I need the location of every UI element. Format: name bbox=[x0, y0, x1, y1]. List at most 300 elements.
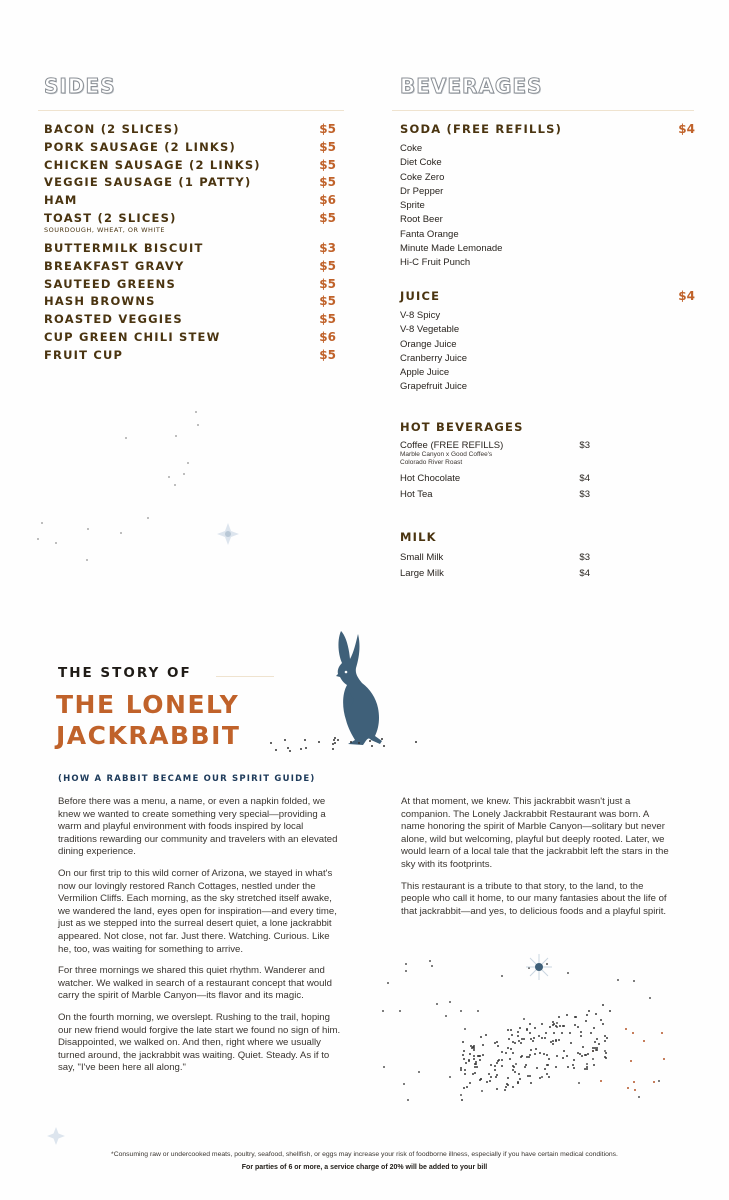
decorative-dot bbox=[147, 517, 149, 519]
decorative-dot bbox=[643, 1040, 645, 1042]
story-paragraph-5: At that moment, we knew. This jackrabbit wasn't just a companion. The Lonely Jackrabbit Restaurant was born. A name honoring the spirit of Marble Canyon—solitary but never alone, wild but welcoming, playful but deeply rooted. Later, we would learn of a local tale that the jackrabbit left the stars in the sky with its footprints. bbox=[401, 796, 669, 870]
decorative-dot bbox=[466, 1086, 468, 1088]
coffee-name: Coffee (FREE REFILLS) bbox=[400, 440, 504, 451]
decorative-dot bbox=[530, 1082, 532, 1084]
decorative-dot bbox=[535, 1048, 537, 1050]
decorative-dot bbox=[490, 1064, 492, 1066]
side-item-name: CUP GREEN CHILI STEW bbox=[44, 329, 221, 344]
hot-items bbox=[400, 471, 590, 503]
decorative-dot bbox=[517, 1081, 519, 1083]
decorative-dot bbox=[569, 1032, 571, 1034]
decorative-dot bbox=[87, 528, 89, 530]
juice-item: Grapefruit Juice bbox=[400, 381, 468, 393]
decorative-dot bbox=[579, 1053, 581, 1055]
decorative-dot bbox=[556, 1055, 558, 1057]
decorative-dot bbox=[587, 1053, 589, 1055]
milk-item-name: Small Milk bbox=[400, 552, 444, 563]
decorative-dot bbox=[529, 1054, 531, 1056]
decorative-dot bbox=[55, 542, 57, 544]
decorative-dot bbox=[512, 1069, 514, 1071]
decorative-dot bbox=[573, 1059, 575, 1061]
decorative-dot bbox=[383, 1066, 385, 1068]
decorative-dot bbox=[472, 1073, 474, 1075]
decorative-dot bbox=[474, 1072, 476, 1074]
decorative-dot bbox=[538, 1035, 540, 1037]
decorative-dot bbox=[558, 1016, 560, 1018]
side-item-row bbox=[44, 330, 336, 348]
decorative-dot bbox=[546, 1054, 548, 1056]
decorative-dot bbox=[518, 1073, 520, 1075]
side-item-price: $5 bbox=[319, 175, 336, 190]
hot-item-price: $3 bbox=[579, 489, 590, 500]
soda-item: Coke Zero bbox=[400, 171, 445, 183]
decorative-dot bbox=[488, 1073, 490, 1075]
decorative-dot bbox=[649, 997, 651, 999]
decorative-dot bbox=[548, 1058, 550, 1060]
decorative-dot bbox=[529, 1023, 531, 1025]
decorative-dot bbox=[501, 1059, 503, 1061]
decorative-dot bbox=[525, 1064, 527, 1066]
decorative-dot bbox=[449, 1076, 451, 1078]
decorative-dot bbox=[473, 1047, 475, 1049]
decorative-dot bbox=[505, 1052, 507, 1054]
hot-item-row bbox=[400, 487, 590, 503]
decorative-dot bbox=[520, 1056, 522, 1058]
side-item bbox=[44, 122, 180, 136]
decorative-dot bbox=[510, 1029, 512, 1031]
decorative-dot bbox=[566, 1055, 568, 1057]
coffee-note-2: Colorado River Roast bbox=[400, 459, 463, 466]
decorative-dot bbox=[602, 1023, 604, 1025]
decorative-dot bbox=[604, 1035, 606, 1037]
decorative-dot bbox=[558, 1039, 560, 1041]
decorative-dot bbox=[513, 1066, 515, 1068]
decorative-dot bbox=[512, 1065, 514, 1067]
decorative-dot bbox=[539, 1052, 541, 1054]
decorative-dot bbox=[507, 1084, 509, 1086]
coffee-row bbox=[400, 440, 590, 451]
story-paragraph-3: For three mornings we shared this quiet rhythm. Wanderer and watcher. We walked in search of a restaurant concept that would carry the spirit of Marble Canyon—its flavor and its magic. bbox=[58, 965, 332, 1002]
decorative-dot bbox=[174, 484, 176, 486]
decorative-dot bbox=[578, 1082, 580, 1084]
decorative-dot bbox=[494, 1042, 496, 1044]
side-item bbox=[44, 277, 176, 291]
soda-item: Minute Made Lemonade bbox=[400, 243, 503, 255]
story-paragraph-1: Before there was a menu, a name, or even a napkin folded, we knew we wanted to create something very special—providing a warm and playful environment with foods inspired by local traditions rewarding our community and travelers with an elevated dining experience. bbox=[58, 796, 338, 858]
decorative-dot bbox=[527, 1075, 529, 1077]
story-kicker: THE STORY OF bbox=[58, 665, 192, 681]
decorative-dot bbox=[600, 1080, 602, 1082]
decorative-dot bbox=[460, 1067, 462, 1069]
decorative-dot bbox=[592, 1050, 594, 1052]
kicker-rule bbox=[216, 676, 274, 677]
side-item bbox=[44, 294, 156, 308]
decorative-dot bbox=[495, 1076, 497, 1078]
decorative-dot bbox=[463, 1087, 465, 1089]
decorative-dot bbox=[553, 1023, 555, 1025]
side-item-name: VEGGIE SAUSAGE (1 PATTY) bbox=[44, 175, 252, 190]
decorative-dot bbox=[543, 1053, 545, 1055]
soda-item: Hi-C Fruit Punch bbox=[400, 257, 471, 269]
decorative-dot bbox=[168, 476, 170, 478]
decorative-dot bbox=[596, 1049, 598, 1051]
story-title-line-2: JACKRABBIT bbox=[56, 721, 241, 750]
decorative-dot bbox=[562, 1057, 564, 1059]
juice-item: Apple Juice bbox=[400, 367, 450, 379]
star-icon bbox=[216, 522, 240, 546]
decorative-dot bbox=[480, 1078, 482, 1080]
decorative-dot bbox=[593, 1027, 595, 1029]
decorative-dot bbox=[517, 1082, 519, 1084]
decorative-dot bbox=[518, 1040, 520, 1042]
hot-item-row bbox=[400, 471, 590, 487]
decorative-dot bbox=[605, 1052, 607, 1054]
decorative-dot bbox=[479, 1055, 481, 1057]
side-item-price: $6 bbox=[319, 193, 336, 208]
decorative-dot bbox=[475, 1063, 477, 1065]
decorative-dot bbox=[468, 1059, 470, 1061]
decorative-dot bbox=[270, 742, 272, 744]
side-item-price: $5 bbox=[319, 258, 336, 273]
side-item-row bbox=[44, 259, 336, 277]
decorative-dot bbox=[600, 1019, 602, 1021]
decorative-dot bbox=[546, 1064, 548, 1066]
decorative-dot bbox=[534, 1027, 536, 1029]
decorative-dot bbox=[584, 1068, 586, 1070]
decorative-dot bbox=[510, 1048, 512, 1050]
side-item-row bbox=[44, 122, 336, 140]
decorative-dot bbox=[604, 1050, 606, 1052]
decorative-dot bbox=[539, 1077, 541, 1079]
decorative-dot bbox=[460, 1069, 462, 1071]
decorative-dot bbox=[609, 1010, 611, 1012]
soda-item: Coke bbox=[400, 143, 423, 154]
beverages-title: BEVERAGES bbox=[400, 74, 543, 98]
side-item-price: $5 bbox=[319, 210, 336, 225]
coffee-note-1: Marble Canyon x Good Coffee's bbox=[400, 451, 493, 458]
decorative-dot bbox=[555, 1039, 557, 1041]
side-item-row bbox=[44, 312, 336, 330]
milk-item-price: $3 bbox=[579, 552, 590, 563]
hot-section bbox=[400, 420, 590, 503]
side-item bbox=[44, 211, 177, 234]
decorative-dot bbox=[183, 473, 185, 475]
decorative-dot bbox=[120, 532, 122, 534]
decorative-dot bbox=[415, 741, 417, 743]
decorative-dot bbox=[630, 1060, 632, 1062]
soda-section bbox=[400, 122, 695, 271]
decorative-dot bbox=[486, 1081, 488, 1083]
side-item-price: $5 bbox=[319, 157, 336, 172]
juice-item: Cranberry Juice bbox=[400, 352, 468, 364]
decorative-dot bbox=[41, 522, 43, 524]
footer-disclaimer: *Consuming raw or undercooked meats, poultry, seafood, shellfish, or eggs may increase your risk of foodborne illness, especially if you have certain medical conditions. bbox=[111, 1151, 618, 1158]
decorative-dot bbox=[175, 435, 177, 437]
juice-items bbox=[400, 309, 695, 395]
side-item-name: HASH BROWNS bbox=[44, 294, 156, 309]
side-item-name: PORK SAUSAGE (2 LINKS) bbox=[44, 139, 236, 154]
decorative-dot bbox=[617, 979, 619, 981]
decorative-dot bbox=[399, 1010, 401, 1012]
decorative-dot bbox=[125, 437, 127, 439]
decorative-dot bbox=[469, 1053, 471, 1055]
decorative-dot bbox=[602, 1004, 604, 1006]
sides-divider bbox=[38, 110, 344, 111]
decorative-dot bbox=[625, 1028, 627, 1030]
juice-item: V-8 Spicy bbox=[400, 310, 441, 321]
soda-item: Dr Pepper bbox=[400, 185, 444, 197]
decorative-dot bbox=[523, 1038, 525, 1040]
decorative-dot bbox=[596, 1047, 598, 1049]
milk-section bbox=[400, 530, 590, 582]
decorative-dot bbox=[580, 1031, 582, 1033]
decorative-dot bbox=[552, 1040, 554, 1042]
decorative-dot bbox=[521, 1038, 523, 1040]
story-paragraph-2: On our first trip to this wild corner of Arizona, we stayed in what's now our lovingly restored Ranch Cottages, nestled under the Vermilion Cliffs. Each morning, as the sky stretched itself awake, we wandered the land, eyes open for inspiration—and every time, just as we stepped into the surreal desert quiet, a lone jackrabbit appeared. Not close, not far. Just there. Watching. Curious. Like he, too, was waiting for something to arrive. bbox=[58, 867, 337, 955]
decorative-dot bbox=[464, 1028, 466, 1030]
decorative-dot bbox=[508, 1038, 510, 1040]
decorative-dot bbox=[577, 1026, 579, 1028]
decorative-dot bbox=[653, 1081, 655, 1083]
side-item-name: BACON (2 SLICES) bbox=[44, 122, 180, 136]
decorative-dot bbox=[304, 739, 306, 741]
decorative-dot bbox=[517, 1035, 519, 1037]
decorative-dot bbox=[548, 1076, 550, 1078]
decorative-dot bbox=[526, 1028, 528, 1030]
side-item-price: $5 bbox=[319, 122, 336, 136]
decorative-dot bbox=[472, 1046, 474, 1048]
decorative-dot bbox=[519, 1027, 521, 1029]
decorative-dot bbox=[511, 1034, 513, 1036]
decorative-dot bbox=[407, 1099, 409, 1101]
decorative-dot bbox=[469, 1082, 471, 1084]
decorative-dot bbox=[482, 1054, 484, 1056]
decorative-dot bbox=[541, 1076, 543, 1078]
decorative-dot bbox=[470, 1045, 472, 1047]
decorative-dot bbox=[552, 1024, 554, 1026]
decorative-dot bbox=[530, 1038, 532, 1040]
decorative-dot bbox=[574, 1024, 576, 1026]
decorative-dot bbox=[480, 1078, 482, 1080]
decorative-dot bbox=[586, 1014, 588, 1016]
decorative-dot bbox=[468, 1060, 470, 1062]
decorative-dot bbox=[494, 1069, 496, 1071]
decorative-dot bbox=[566, 1014, 568, 1016]
decorative-dot bbox=[633, 1081, 635, 1083]
decorative-dot bbox=[633, 980, 635, 982]
decorative-dot bbox=[497, 1060, 499, 1062]
decorative-dot bbox=[473, 1058, 475, 1060]
decorative-dot bbox=[526, 1056, 528, 1058]
side-item-price: $3 bbox=[319, 240, 336, 255]
decorative-dot bbox=[529, 1075, 531, 1077]
decorative-dot bbox=[387, 982, 389, 984]
decorative-dot bbox=[545, 1032, 547, 1034]
decorative-dot bbox=[496, 1074, 498, 1076]
decorative-dot bbox=[473, 1049, 475, 1051]
story-right-column bbox=[401, 796, 673, 918]
story-paragraph-4: On the fourth morning, we overslept. Rushing to the trail, hoping our new friend would forgive the late start we found no sign of him. Disappointed, we walked on. And then, right where we usually turned around, the jackrabbit was waiting. Quiet. Steady. As if to say, "I've been here all along." bbox=[58, 1011, 341, 1074]
decorative-dot bbox=[476, 1066, 478, 1068]
story-title-line-1: THE LONELY bbox=[56, 690, 240, 719]
decorative-dot bbox=[544, 1037, 546, 1039]
decorative-dot bbox=[528, 1056, 530, 1058]
decorative-dot bbox=[550, 1041, 552, 1043]
decorative-dot bbox=[418, 1071, 420, 1073]
decorative-dot bbox=[574, 1016, 576, 1018]
juice-label: JUICE bbox=[400, 289, 441, 303]
side-item bbox=[44, 241, 204, 255]
decorative-dot bbox=[521, 1055, 523, 1057]
milk-label: MILK bbox=[400, 530, 437, 544]
decorative-dot bbox=[403, 1083, 405, 1085]
side-item bbox=[44, 158, 261, 172]
milk-item-price: $4 bbox=[579, 568, 590, 579]
beverages-divider bbox=[392, 110, 694, 111]
decorative-dot bbox=[86, 559, 88, 561]
decorative-dot bbox=[512, 1041, 514, 1043]
decorative-dot bbox=[505, 1086, 507, 1088]
decorative-dot bbox=[627, 1087, 629, 1089]
sides-list bbox=[44, 122, 336, 366]
milk-item-row bbox=[400, 566, 590, 582]
decorative-dot bbox=[473, 1045, 475, 1047]
decorative-dot bbox=[638, 1096, 640, 1098]
side-item-name: CHICKEN SAUSAGE (2 LINKS) bbox=[44, 157, 261, 172]
decorative-dot bbox=[658, 1080, 660, 1082]
decorative-dot bbox=[590, 1032, 592, 1034]
hot-item-price: $4 bbox=[579, 473, 590, 484]
decorative-dot bbox=[585, 1054, 587, 1056]
decorative-dot bbox=[512, 1052, 514, 1054]
decorative-dot bbox=[477, 1010, 479, 1012]
soda-item: Fanta Orange bbox=[400, 228, 459, 240]
decorative-dot bbox=[429, 960, 431, 962]
decorative-dot bbox=[567, 972, 569, 974]
decorative-dot bbox=[445, 1015, 447, 1017]
decorative-dot bbox=[534, 1053, 536, 1055]
decorative-dot bbox=[580, 1035, 582, 1037]
side-item-row bbox=[44, 241, 336, 259]
decorative-dot bbox=[515, 1063, 517, 1065]
side-item bbox=[44, 259, 185, 273]
decorative-dot bbox=[187, 462, 189, 464]
decorative-dot bbox=[553, 1032, 555, 1034]
side-item-price: $5 bbox=[319, 347, 336, 362]
decorative-dot bbox=[586, 1066, 588, 1068]
soda-items bbox=[400, 142, 695, 271]
decorative-dot bbox=[546, 1073, 548, 1075]
story-subtitle: (HOW A RABBIT BECAME OUR SPIRIT GUIDE) bbox=[58, 774, 316, 784]
side-item-row bbox=[44, 193, 336, 211]
decorative-dot bbox=[556, 1022, 558, 1024]
star-icon bbox=[46, 1126, 66, 1146]
side-item-row bbox=[44, 277, 336, 295]
decorative-dot bbox=[547, 1064, 549, 1066]
decorative-dot bbox=[496, 1062, 498, 1064]
decorative-dot bbox=[37, 538, 39, 540]
decorative-dot bbox=[555, 1025, 557, 1027]
decorative-dot bbox=[556, 1026, 558, 1028]
decorative-dot bbox=[460, 1010, 462, 1012]
decorative-dot bbox=[517, 1031, 519, 1033]
decorative-dot bbox=[592, 1058, 594, 1060]
story-paragraph-6: This restaurant is a tribute to that story, to the land, to the people who call it home, to our many fantasies about the life of that jackrabbit—and yes, to delicious foods and a playful spirit. bbox=[401, 880, 667, 917]
decorative-dot bbox=[586, 1068, 588, 1070]
decorative-dot bbox=[490, 1076, 492, 1078]
decorative-dot bbox=[584, 1054, 586, 1056]
decorative-dot bbox=[449, 1001, 451, 1003]
decorative-dot bbox=[197, 424, 199, 426]
story-left-column bbox=[58, 796, 344, 1075]
decorative-dot bbox=[532, 1040, 534, 1042]
decorative-dot bbox=[496, 1088, 498, 1090]
sides-title: SIDES bbox=[44, 74, 116, 98]
decorative-dot bbox=[592, 1047, 594, 1049]
juice-item: V-8 Vegetable bbox=[400, 324, 460, 336]
decorative-dot bbox=[463, 1058, 465, 1060]
decorative-dot bbox=[474, 1066, 476, 1068]
decorative-dot bbox=[462, 1041, 464, 1043]
decorative-dot bbox=[512, 1086, 514, 1088]
decorative-dot bbox=[464, 1073, 466, 1075]
decorative-dot bbox=[507, 1047, 509, 1049]
soda-price: $4 bbox=[678, 122, 695, 136]
sparkle-icon bbox=[526, 954, 552, 980]
soda-item: Root Beer bbox=[400, 214, 443, 226]
milk-item-name: Large Milk bbox=[400, 568, 444, 579]
coffee-price: $3 bbox=[579, 440, 590, 451]
side-item bbox=[44, 140, 236, 154]
decorative-dot bbox=[530, 1049, 532, 1051]
side-item-price: $5 bbox=[319, 276, 336, 291]
decorative-dot bbox=[509, 1058, 511, 1060]
decorative-dot bbox=[581, 1055, 583, 1057]
decorative-dot bbox=[592, 1050, 594, 1052]
decorative-dot bbox=[604, 1040, 606, 1042]
side-item bbox=[44, 348, 123, 362]
soda-item: Diet Coke bbox=[400, 157, 442, 169]
decorative-dot bbox=[634, 1089, 636, 1091]
jackrabbit-illustration bbox=[328, 628, 390, 750]
milk-items bbox=[400, 550, 590, 582]
decorative-dot bbox=[471, 1047, 473, 1049]
decorative-dot bbox=[594, 1041, 596, 1043]
decorative-dot bbox=[594, 1047, 596, 1049]
decorative-dot bbox=[517, 1082, 519, 1084]
decorative-dot bbox=[536, 1067, 538, 1069]
decorative-dot bbox=[474, 1063, 476, 1065]
decorative-dot bbox=[549, 1026, 551, 1028]
juice-price: $4 bbox=[678, 289, 695, 303]
decorative-dot bbox=[481, 1090, 483, 1092]
decorative-dot bbox=[498, 1059, 500, 1061]
decorative-dot bbox=[494, 1065, 496, 1067]
decorative-dot bbox=[661, 1032, 663, 1034]
side-item-name: BUTTERMILK BISCUIT bbox=[44, 240, 204, 255]
decorative-dot bbox=[523, 1018, 525, 1020]
decorative-dot bbox=[501, 1065, 503, 1067]
hot-item-name: Hot Tea bbox=[400, 489, 433, 500]
side-item bbox=[44, 330, 220, 344]
hot-label: HOT BEVERAGES bbox=[400, 420, 524, 434]
decorative-dot bbox=[461, 1099, 463, 1101]
decorative-dot bbox=[663, 1058, 665, 1060]
decorative-dot bbox=[573, 1067, 575, 1069]
milk-item-row bbox=[400, 550, 590, 566]
decorative-dot bbox=[585, 1020, 587, 1022]
decorative-dot bbox=[489, 1080, 491, 1082]
